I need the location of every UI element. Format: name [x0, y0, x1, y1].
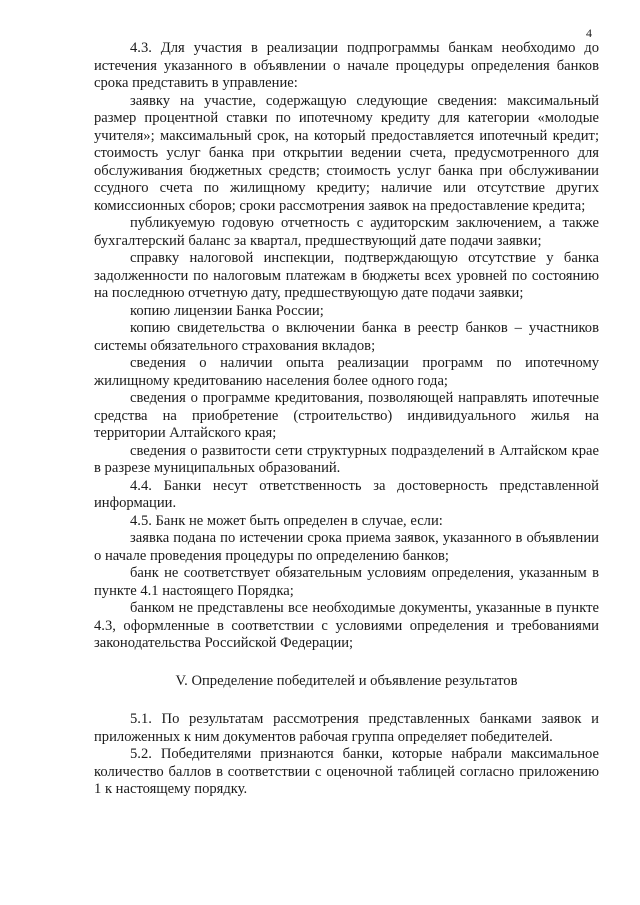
- paragraph-deposit-insurance: копию свидетельства о включении банка в реестр банков – участников системы обязательного страхования вкладов;: [94, 320, 599, 354]
- paragraph-experience: сведения о наличии опыта реализации программ по ипотечному жилищному кредитованию населения более одного года;: [94, 355, 599, 389]
- paragraph-annual-report: публикуемую годовую отчетность с аудиторским заключением, а также бухгалтерский баланс за квартал, предшествующий дате подачи заявки;: [94, 215, 599, 249]
- section-5-paragraphs: [94, 711, 599, 799]
- section-4-paragraphs: [94, 40, 599, 653]
- paragraph-mandatory-conditions: банк не соответствует обязательным условиям определения, указанным в пункте 4.1 настоящего Порядка;: [94, 565, 599, 599]
- paragraph-missing-documents: банком не представлены все необходимые документы, указанные в пункте 4.3, оформленные в соответствии с условиями определения и требованиями законодательства Российской Федерации;: [94, 600, 599, 651]
- paragraph-late-application: заявка подана по истечении срока приема заявок, указанного в объявлении о начале проведения процедуры по определению банков;: [94, 530, 599, 564]
- document-body: [94, 40, 599, 799]
- paragraph-5-1: 5.1. По результатам рассмотрения представленных банками заявок и приложенных к ним документов рабочая группа определяет победителей.: [94, 711, 599, 745]
- paragraph-credit-program: сведения о программе кредитования, позволяющей направлять ипотечные средства на приобретение (строительство) индивидуального жилья на территории Алтайского края;: [94, 390, 599, 441]
- page-number: 4: [586, 26, 592, 40]
- paragraph-4-4: 4.4. Банки несут ответственность за достоверность представленной информации.: [94, 477, 599, 511]
- section-5-heading: V. Определение победителей и объявление результатов: [175, 672, 518, 689]
- paragraph-4-5: 4.5. Банк не может быть определен в случае, если:: [130, 512, 443, 529]
- paragraph-tax-certificate: справку налоговой инспекции, подтверждающую отсутствие у банка задолженности по налоговым платежам в бюджеты всех уровней по состоянию на последнюю отчетную дату, предшествующую дате подачи заявки;: [94, 250, 599, 301]
- paragraph-5-2: 5.2. Победителями признаются банки, которые набрали максимальное количество баллов в соответствии с оценочной таблицей согласно приложению 1 к настоящему порядку.: [94, 746, 599, 797]
- paragraph-4-3: 4.3. Для участия в реализации подпрограммы банкам необходимо до истечения указанного в объявлении о начале процедуры определения банков срока представить в управление:: [94, 40, 599, 91]
- paragraph-license: копию лицензии Банка России;: [130, 302, 324, 319]
- paragraph-branch-network: сведения о развитости сети структурных подразделений в Алтайском крае в разрезе муниципальных образований.: [94, 442, 599, 476]
- paragraph-application: заявку на участие, содержащую следующие сведения: максимальный размер процентной ставки по ипотечному кредиту для категории «молодые учителя»; максимальный срок, на который предоставляется ипотечный кредит; стоимость услуг банка при открытии ведении счета, предусмотренного для обслуживания бюджетных средств; стоимость услуг банка при обслуживании ссудного счета по жилищному кредиту; наличие или отсутствие других комиссионных сборов; сроки рассмотрения заявок на предоставление кредита;: [94, 92, 599, 214]
